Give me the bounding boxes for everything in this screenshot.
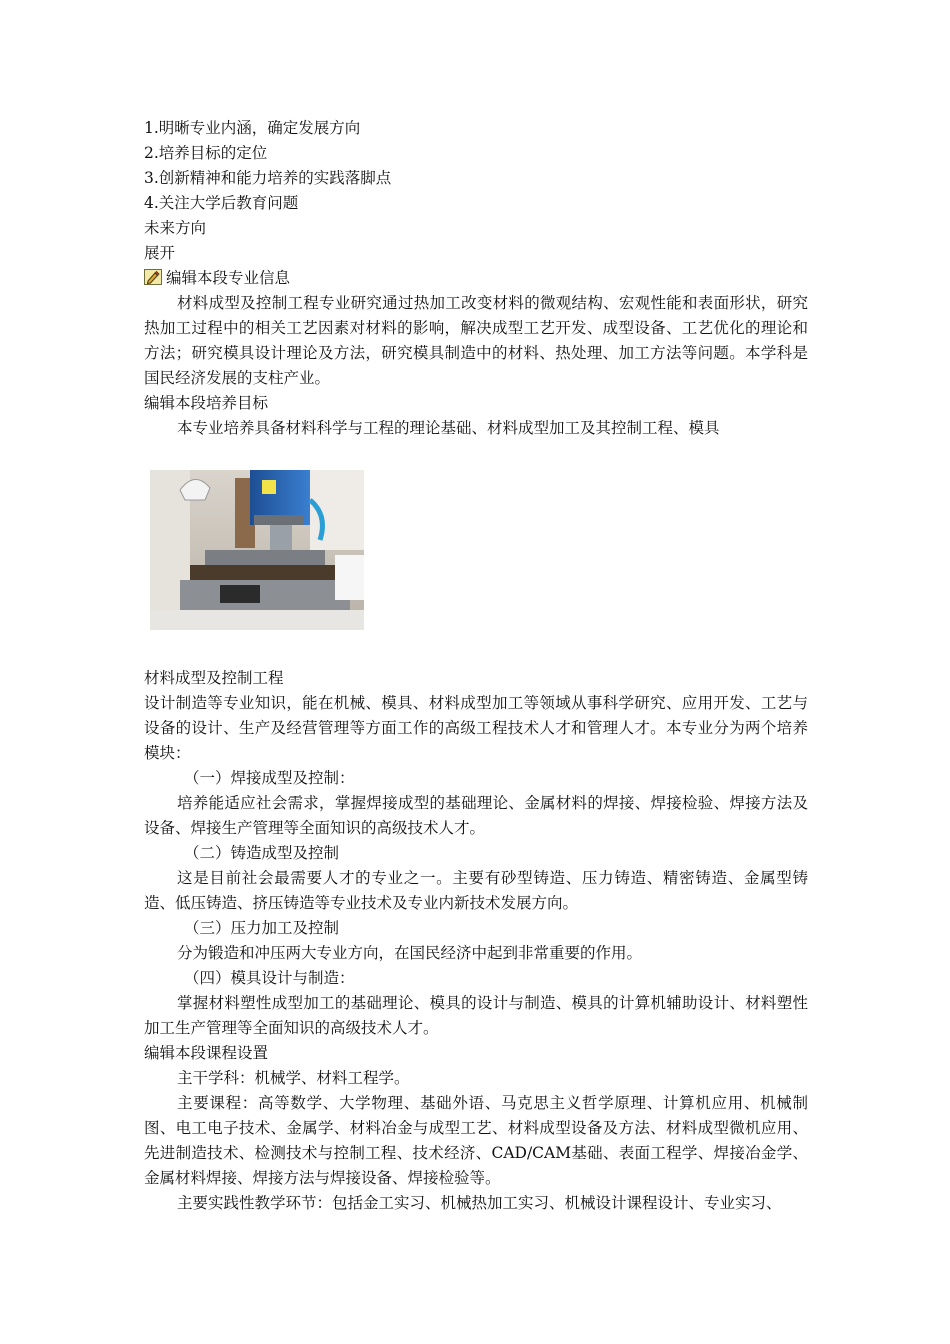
toc-item[interactable]: 4.关注大学后教育问题 [144, 194, 299, 212]
module-desc: 分为锻造和冲压两大专业方向，在国民经济中起到非常重要的作用。 [177, 944, 643, 962]
module-desc: 这是目前社会最需要人才的专业之一。主要有砂型铸造、压力铸造、精密铸造、金属型铸造、低压铸造、挤压铸造等专业技术及专业内新技术发展方向。 [144, 869, 808, 912]
module-title: （四）模具设计与制造： [184, 969, 355, 987]
module-title: （三）压力加工及控制 [184, 919, 340, 937]
main-discipline: 主干学科：机械学、材料工程学。 [177, 1069, 410, 1087]
toc-item[interactable]: 未来方向 [144, 219, 207, 237]
edit-section-info-link[interactable] [144, 266, 290, 291]
milling-machine-photo [150, 470, 364, 630]
module-desc: 掌握材料塑性成型加工的基础理论、模具的设计与制造、模具的计算机辅助设计、材料塑性加工生产管理等全面知识的高级技术人才。 [144, 994, 808, 1037]
toc-item[interactable]: 2.培养目标的定位 [144, 144, 268, 162]
module-title: （二）铸造成型及控制 [184, 844, 340, 862]
section-goal-continued: 设计制造等专业知识，能在机械、模具、材料成型加工等领域从事科学研究、应用开发、工艺与设备的设计、生产及经营管理等方面工作的高级工程技术人才和管理人才。本专业分为两个培养模块： [144, 694, 808, 762]
image-caption: 材料成型及控制工程 [144, 669, 284, 687]
practice-courses: 主要实践性教学环节：包括金工实习、机械热加工实习、机械设计课程设计、专业实习、 [177, 1194, 782, 1212]
section-goal-intro: 本专业培养具备材料科学与工程的理论基础、材料成型加工及其控制工程、模具 [177, 419, 720, 437]
toc-item[interactable]: 3.创新精神和能力培养的实践落脚点 [144, 169, 392, 187]
toc-item[interactable]: 1.明晰专业内涵，确定发展方向 [144, 119, 361, 137]
edit-section-goal-link[interactable]: 编辑本段培养目标 [144, 394, 269, 412]
main-courses: 主要课程：高等数学、大学物理、基础外语、马克思主义哲学原理、计算机应用、机械制图、电工电子技术、金属学、材料冶金与成型工艺、材料成型设备及方法、材料成型微机应用、先进制造技术、检测技术与控制工程、技术经济、CAD/CAM基础、表面工程学、焊接冶金学、金属材料焊接、焊接方法与焊接设备、焊接检验等。 [144, 1094, 808, 1187]
module-desc: 培养能适应社会需求，掌握焊接成型的基础理论、金属材料的焊接、焊接检验、焊接方法及设备、焊接生产管理等全面知识的高级技术人才。 [144, 794, 808, 837]
section-info-body: 材料成型及控制工程专业研究通过热加工改变材料的微观结构、宏观性能和表面形状，研究热加工过程中的相关工艺因素对材料的影响，解决成型工艺开发、成型设备、工艺优化的理论和方法；研究模具设计理论及方法，研究模具制造中的材料、热处理、加工方法等问题。本学科是国民经济发展的支柱产业。 [144, 294, 808, 387]
edit-section-info-label: 编辑本段专业信息 [166, 269, 291, 287]
edit-section-course-link[interactable]: 编辑本段课程设置 [144, 1044, 269, 1062]
module-title: （一）焊接成型及控制： [184, 769, 355, 787]
toc-expand-link[interactable]: 展开 [144, 244, 176, 262]
edit-pencil-icon [144, 268, 162, 284]
